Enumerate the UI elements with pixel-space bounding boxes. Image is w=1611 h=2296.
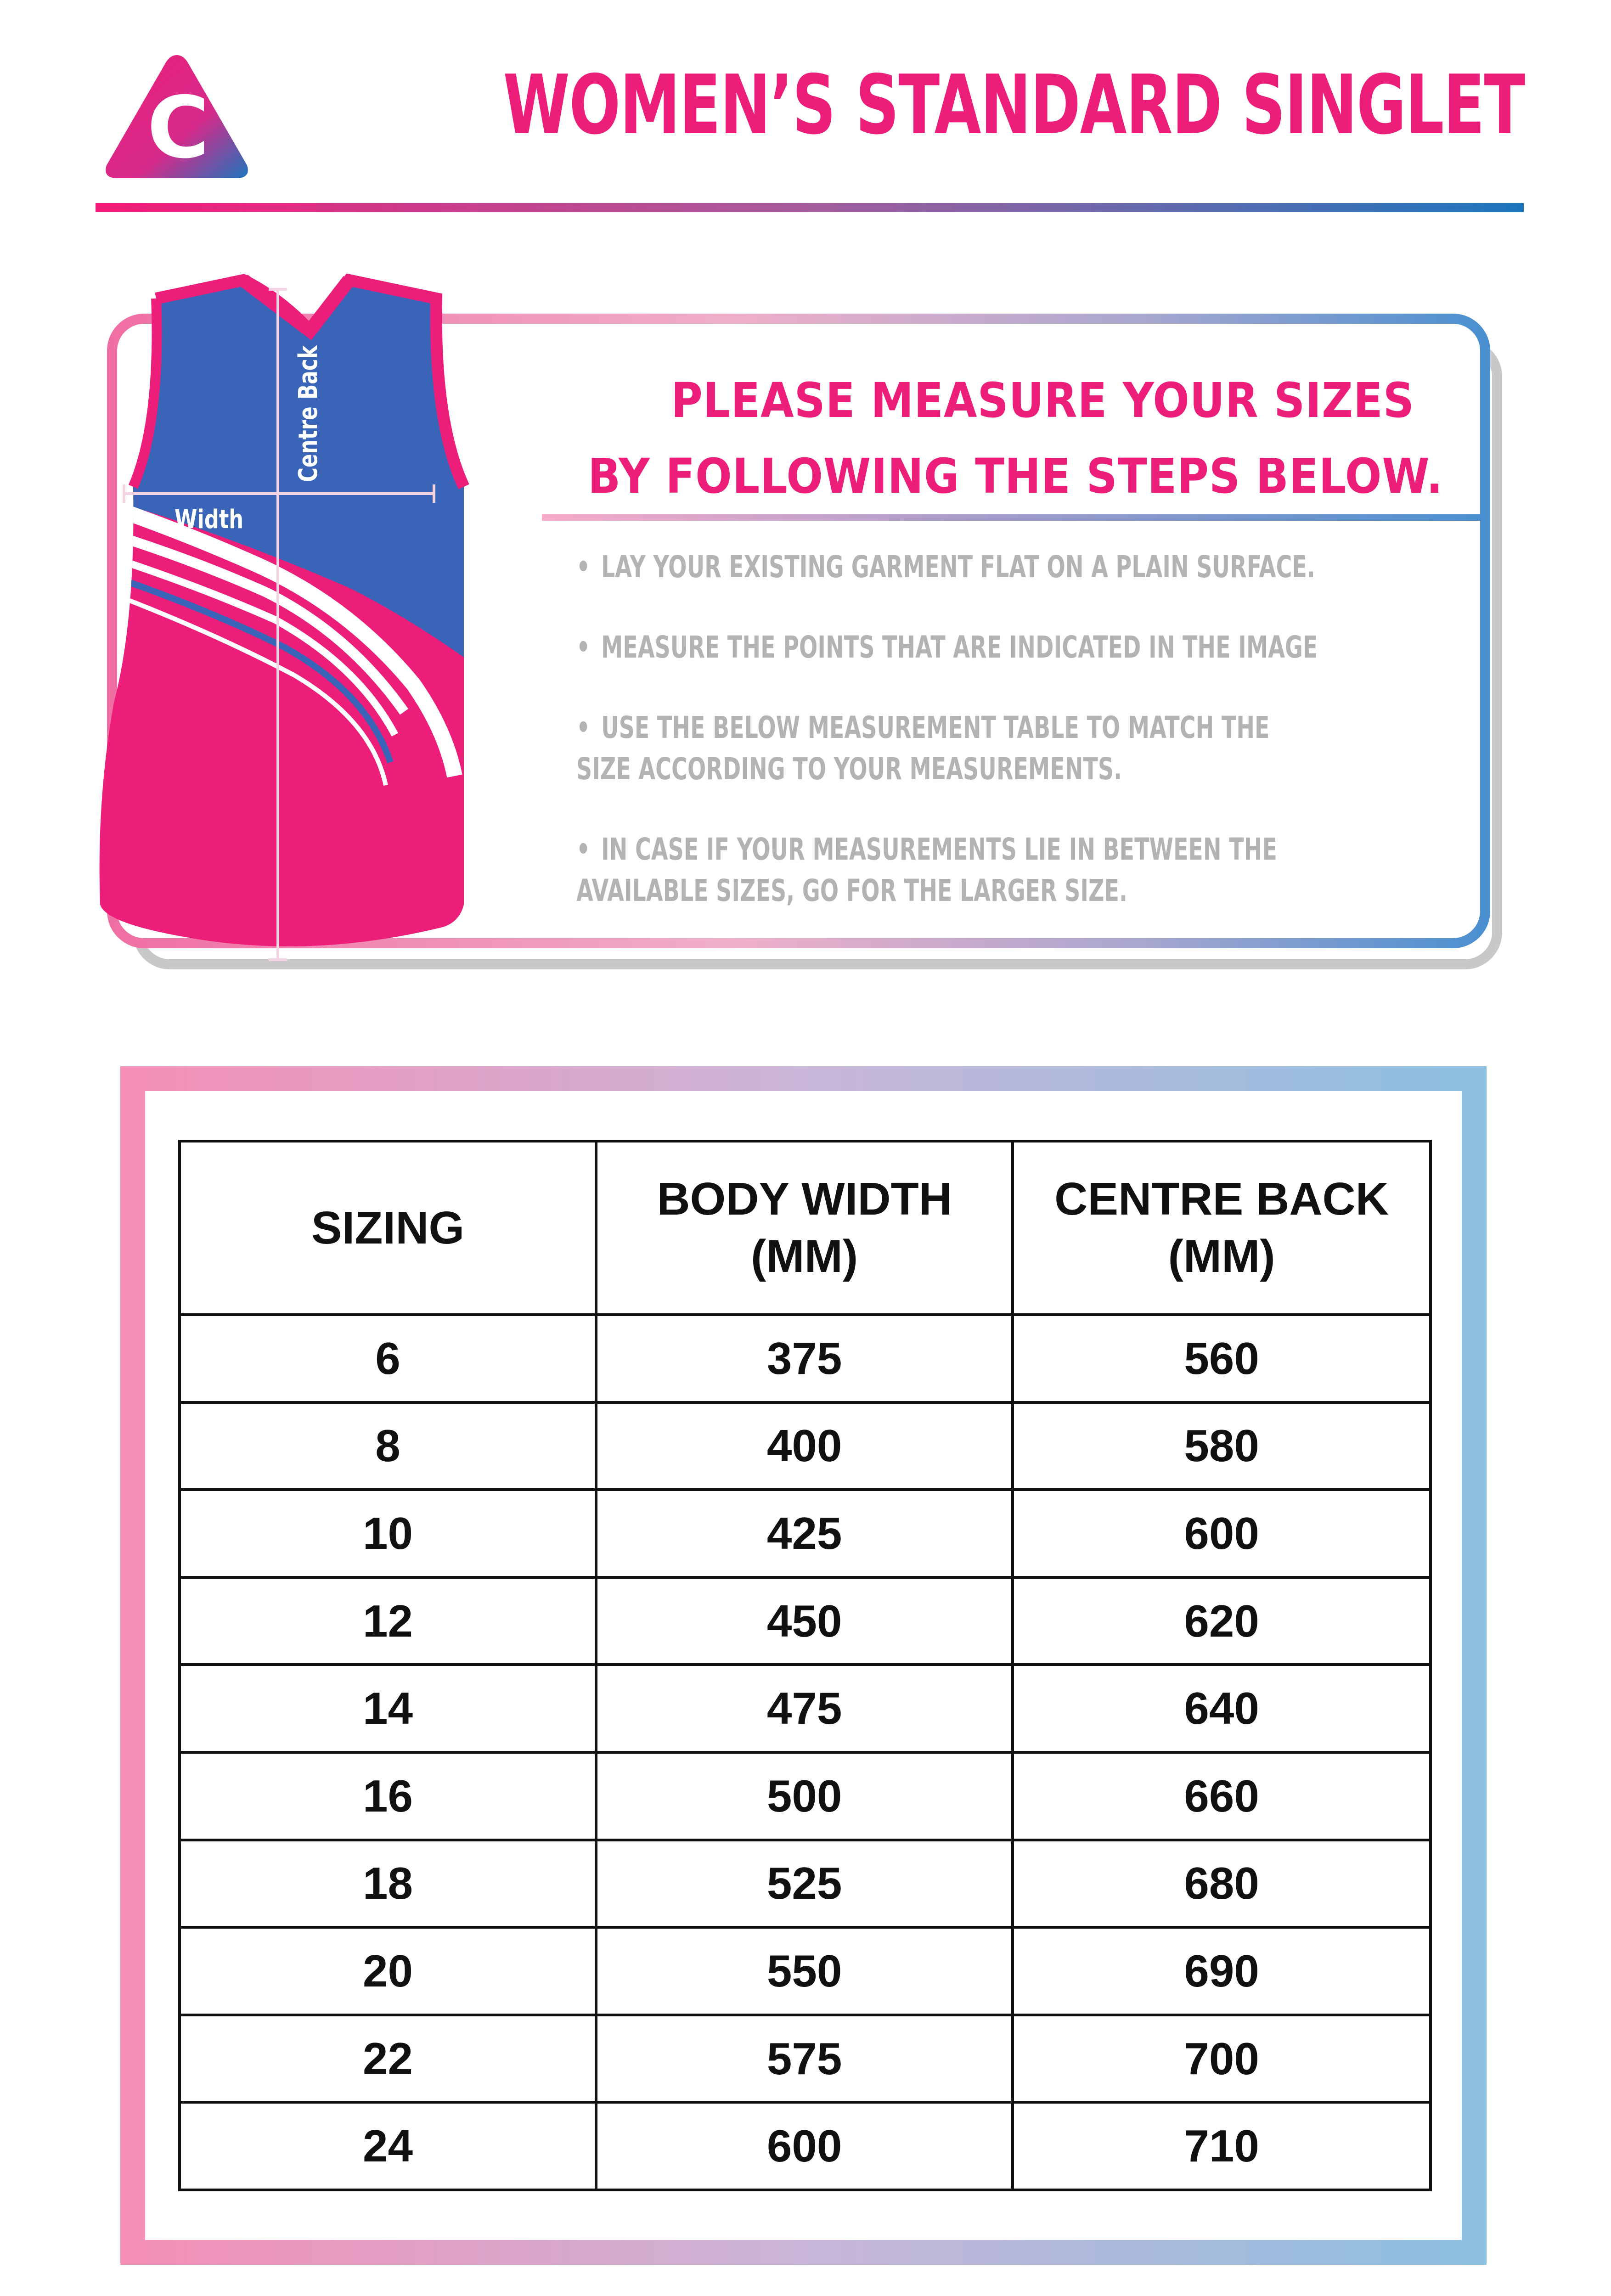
step-text: MEASURE THE POINTS THAT ARE INDICATED IN THE IMAGE xyxy=(601,630,1318,665)
table-row xyxy=(180,1315,1431,1402)
size-cell: 6 xyxy=(180,1315,596,1402)
size-chart-table xyxy=(178,1140,1432,2191)
step-item xyxy=(576,707,1297,790)
table-row xyxy=(180,1402,1431,1490)
table-row xyxy=(180,1840,1431,1928)
body-width-cell: 425 xyxy=(596,1490,1013,1577)
size-cell: 12 xyxy=(180,1577,596,1665)
instructions-heading xyxy=(588,363,1443,514)
centre-back-cell: 710 xyxy=(1013,2102,1431,2190)
table-row xyxy=(180,1665,1431,1752)
size-cell: 22 xyxy=(180,2015,596,2103)
bullet-icon: • xyxy=(576,630,591,665)
centre-back-cell: 580 xyxy=(1013,1402,1431,1490)
instruction-steps xyxy=(576,546,1403,951)
centre-back-cell: 560 xyxy=(1013,1315,1431,1402)
body-width-cell: 375 xyxy=(596,1315,1013,1402)
header-centre-back: CENTRE BACK (MM) xyxy=(1013,1141,1431,1315)
heading-line-1: PLEASE MEASURE YOUR SIZES xyxy=(671,372,1414,428)
size-cell: 20 xyxy=(180,1927,596,2015)
centre-back-cell: 660 xyxy=(1013,1752,1431,1840)
size-cell: 10 xyxy=(180,1490,596,1577)
body-width-cell: 525 xyxy=(596,1840,1013,1928)
centre-back-cell: 700 xyxy=(1013,2015,1431,2103)
body-width-cell: 600 xyxy=(596,2102,1013,2190)
step-item xyxy=(576,546,1403,588)
body-width-cell: 475 xyxy=(596,1665,1013,1752)
header-body-width: BODY WIDTH (MM) xyxy=(596,1141,1013,1315)
body-width-cell: 400 xyxy=(596,1402,1013,1490)
body-width-cell: 550 xyxy=(596,1927,1013,2015)
table-row xyxy=(180,2015,1431,2103)
body-width-cell: 500 xyxy=(596,1752,1013,1840)
singlet-garment-illustration xyxy=(92,271,482,978)
step-text: LAY YOUR EXISTING GARMENT FLAT ON A PLAIN SURFACE. xyxy=(601,549,1315,585)
brand-logo-icon xyxy=(101,51,253,184)
centre-back-cell: 640 xyxy=(1013,1665,1431,1752)
heading-line-2: BY FOLLOWING THE STEPS BELOW. xyxy=(588,448,1443,504)
body-width-cell: 450 xyxy=(596,1577,1013,1665)
centre-back-cell: 620 xyxy=(1013,1577,1431,1665)
centre-back-cell: 690 xyxy=(1013,1927,1431,2015)
size-cell: 16 xyxy=(180,1752,596,1840)
size-cell: 14 xyxy=(180,1665,596,1752)
table-row xyxy=(180,1927,1431,2015)
step-text: USE THE BELOW MEASUREMENT TABLE TO MATCH THE SIZE ACCORDING TO YOUR MEASUREMENTS. xyxy=(576,710,1270,787)
centre-back-cell: 680 xyxy=(1013,1840,1431,1928)
bullet-icon: • xyxy=(576,710,591,745)
table-row xyxy=(180,1490,1431,1577)
table-row xyxy=(180,2102,1431,2190)
step-item xyxy=(576,627,1403,668)
centre-back-cell: 600 xyxy=(1013,1490,1431,1577)
bullet-icon: • xyxy=(576,549,591,585)
table-header-row xyxy=(180,1141,1431,1315)
title-divider xyxy=(96,203,1524,212)
table-row xyxy=(180,1752,1431,1840)
body-width-cell: 575 xyxy=(596,2015,1013,2103)
size-cell: 18 xyxy=(180,1840,596,1928)
header-sizing: SIZING xyxy=(180,1141,596,1315)
step-text: IN CASE IF YOUR MEASUREMENTS LIE IN BETWEEN THE AVAILABLE SIZES, GO FOR THE LARGER SIZE. xyxy=(576,832,1277,908)
width-label: Width xyxy=(175,504,244,535)
step-item xyxy=(576,829,1403,912)
page-title: WOMEN’S STANDARD SINGLET xyxy=(503,57,1525,152)
centre-back-label: Centre Back xyxy=(293,345,323,482)
logo-letter: C xyxy=(147,78,209,177)
size-cell: 24 xyxy=(180,2102,596,2190)
heading-divider xyxy=(542,514,1483,521)
bullet-icon: • xyxy=(576,832,591,867)
size-cell: 8 xyxy=(180,1402,596,1490)
table-row xyxy=(180,1577,1431,1665)
